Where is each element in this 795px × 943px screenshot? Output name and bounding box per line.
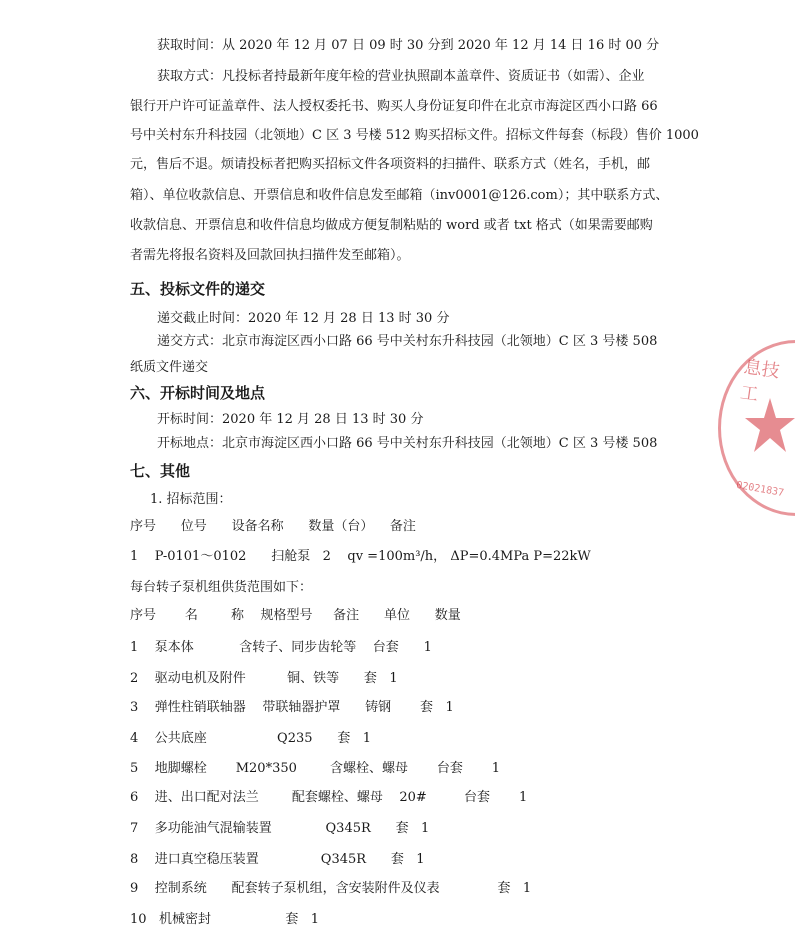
obtain-time: 获取时间：从 2020 年 12 月 07 日 09 时 30 分到 2020 年 12 月 14 日 16 时 00 分 xyxy=(157,38,660,53)
section-heading: 五、投标文件的递交 xyxy=(130,280,266,298)
supply-scope: 每台转子泵机组供货范围如下： xyxy=(130,580,313,595)
submit-deadline: 递交截止时间：2020 年 12 月 28 日 13 时 30 分 xyxy=(157,311,450,326)
table-row: 9 控制系统 配套转子泵机组，含安装附件及仪表 套 1 xyxy=(130,881,532,896)
section-heading: 七、其他 xyxy=(130,462,191,480)
table-row: 7 多功能油气混输装置 Q345R 套 1 xyxy=(130,821,430,836)
obtain-method-line: 获取方式：凡投标者持最新年度年检的营业执照副本盖章件、资质证书（如需）、企业 xyxy=(157,69,645,84)
table-row: 10 机械密封 套 1 xyxy=(130,912,319,927)
table-row: 1 泵本体 含转子、同步齿轮等 台套 1 xyxy=(130,640,432,655)
seal-star-icon xyxy=(745,396,795,456)
submit-method-cont: 纸质文件递交 xyxy=(130,360,209,375)
obtain-method-line: 收款信息、开票信息和收件信息均做成方便复制粘贴的 word 或者 txt 格式（如果需要邮购 xyxy=(130,218,653,233)
open-place: 开标地点：北京市海淀区西小口路 66 号中关村东升科技园（北领地）C 区 3 号楼 508 xyxy=(157,436,658,451)
section-heading: 六、开标时间及地点 xyxy=(130,384,266,402)
table-row: 3 弹性柱销联轴器 带联轴器护罩 铸钢 套 1 xyxy=(130,700,454,715)
obtain-method-line: 者需先将报名资料及回款回执扫描件发至邮箱）。 xyxy=(130,248,410,263)
seal-text: 息技工 xyxy=(738,356,781,406)
table-header: 序号 名 称 规格型号 备注 单位 数量 xyxy=(130,608,461,623)
table-header: 序号 位号 设备名称 数量（台） 备注 xyxy=(130,519,416,534)
submit-method: 递交方式：北京市海淀区西小口路 66 号中关村东升科技园（北领地）C 区 3 号楼 508 xyxy=(157,334,658,349)
obtain-method-line: 元，售后不退。烦请投标者把购买招标文件各项资料的扫描件、联系方式（姓名，手机，邮 xyxy=(130,157,651,172)
obtain-method-line: 号中关村东升科技园（北领地）C 区 3 号楼 512 购买招标文件。招标文件每套（标段）售价 1000 xyxy=(130,128,699,143)
table-row: 5 地脚螺栓 M20*350 含螺栓、螺母 台套 1 xyxy=(130,761,501,776)
obtain-method-line: 箱）、单位收款信息、开票信息和收件信息发至邮箱（inv0001@126.com）；其中联系方式、 xyxy=(130,188,669,203)
open-time: 开标时间：2020 年 12 月 28 日 13 时 30 分 xyxy=(157,412,424,427)
table-row: 2 驱动电机及附件 铜、铁等 套 1 xyxy=(130,671,398,686)
table-row: 8 进口真空稳压装置 Q345R 套 1 xyxy=(130,852,425,867)
scope-title: 1. 招标范围： xyxy=(150,492,232,507)
table-row: 6 进、出口配对法兰 配套螺栓、螺母 20# 台套 1 xyxy=(130,790,528,805)
table-row: 4 公共底座 Q235 套 1 xyxy=(130,731,371,746)
seal-number: 02021837 xyxy=(735,479,785,500)
obtain-method-line: 银行开户许可证盖章件、法人授权委托书、购买人身份证复印件在北京市海淀区西小口路 66 xyxy=(130,99,658,114)
table-row: 1 P-0101～0102 扫舱泵 2 qv =100m³/h， ΔP=0.4MPa P=22kW xyxy=(130,549,591,564)
